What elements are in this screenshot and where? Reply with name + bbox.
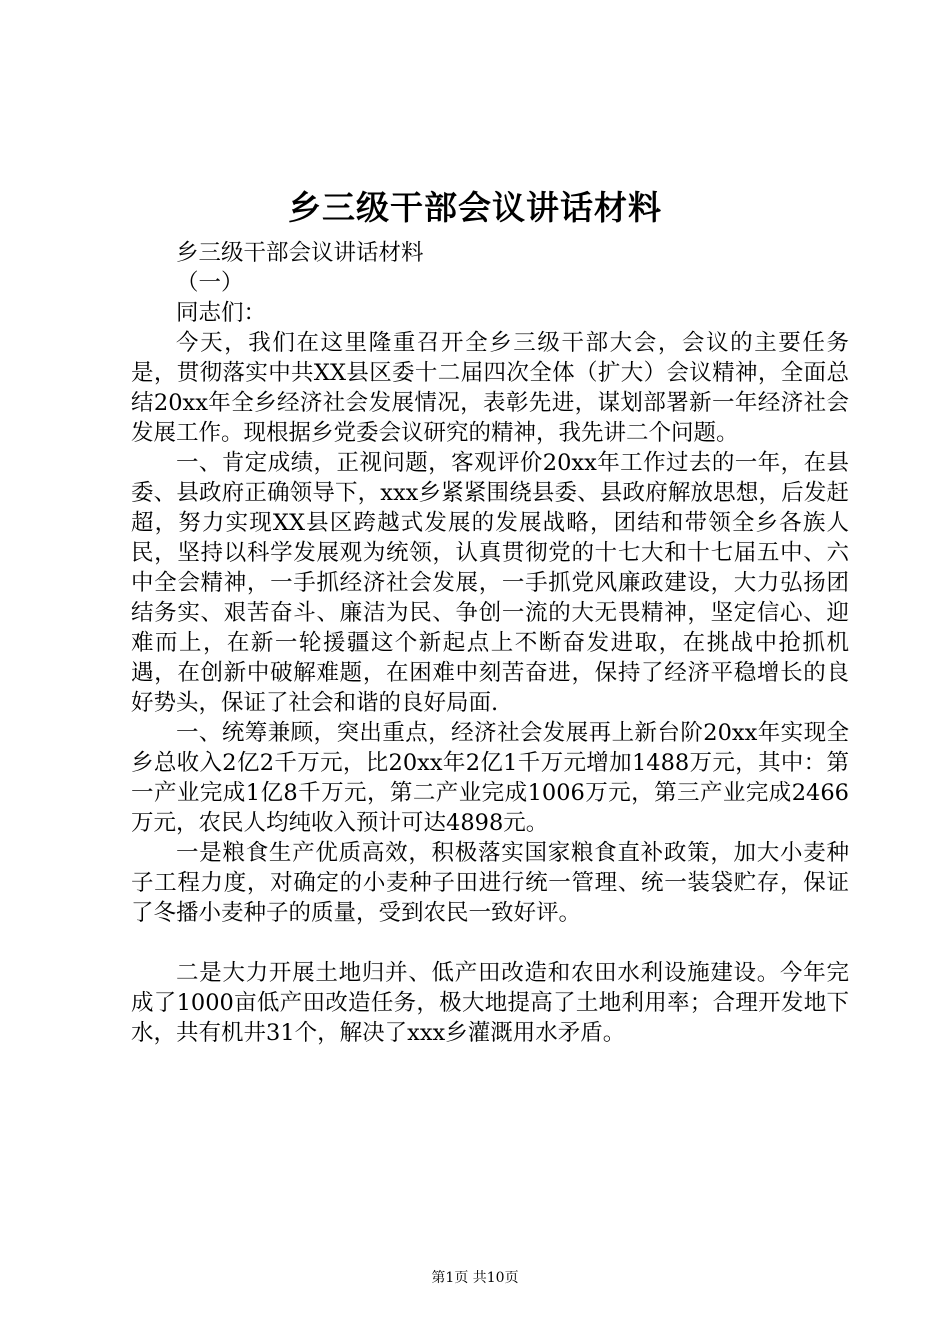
body-paragraph: 今天，我们在这里隆重召开全乡三级干部大会，会议的主要任务是，贯彻落实中共XX县区委十二届四次全体（扩大）会议精神，全面总结20xx年全乡经济社会发展情况，表彰先进，谋划部署新一年经济社会发展工作。现根据乡党委会议研究的精神，我先讲二个问题。 [131,330,849,446]
paragraph-spacer [131,928,849,958]
body-paragraph: 一、统筹兼顾，突出重点，经济社会发展再上新台阶20xx年实现全乡总收入2亿2千万元，比20xx年2亿1千万元增加1488万元，其中：第一产业完成1亿8千万元，第二产业完成1006万元，第三产业完成2466万元，农民人均纯收入预计可达4898元。 [131,720,849,836]
page-footer: 第1页 共10页 [431,1270,519,1286]
document-body [131,238,849,1048]
body-paragraph: 一是粮食生产优质高效，积极落实国家粮食直补政策，加大小麦种子工程力度，对确定的小麦种子田进行统一管理、统一装袋贮存，保证了冬播小麦种子的质量，受到农民一致好评。 [131,840,849,926]
body-paragraph: 一、肯定成绩，正视问题，客观评价20xx年工作过去的一年，在县委、县政府正确领导下，xxx乡紧紧围绕县委、县政府解放思想，后发赶超，努力实现XX县区跨越式发展的发展战略，团结和带领全乡各族人民，坚持以科学发展观为统领，认真贯彻党的十七大和十七届五中、六中全会精神，一手抓经济社会发展，一手抓党风廉政建设，大力弘扬团结务实、艰苦奋斗、廉洁为民、争创一流的大无畏精神，坚定信心、迎难而上，在新一轮援疆这个新起点上不断奋发进取，在挑战中抢抓机遇，在创新中破解难题，在困难中刻苦奋进，保持了经济平稳增长的良好势头，保证了社会和谐的良好局面. [131,450,849,716]
section-number-paragraph: （一） [176,270,244,296]
document-title: 乡三级干部会议讲话材料 [288,188,662,227]
salutation-paragraph: 同志们： [176,300,267,326]
body-paragraph: 二是大力开展土地归并、低产田改造和农田水利设施建设。今年完成了1000亩低产田改造任务，极大地提高了土地利用率；合理开发地下水，共有机井31个，解决了xxx乡灌溉用水矛盾。 [131,960,849,1046]
subtitle-paragraph: 乡三级干部会议讲话材料 [176,240,424,266]
